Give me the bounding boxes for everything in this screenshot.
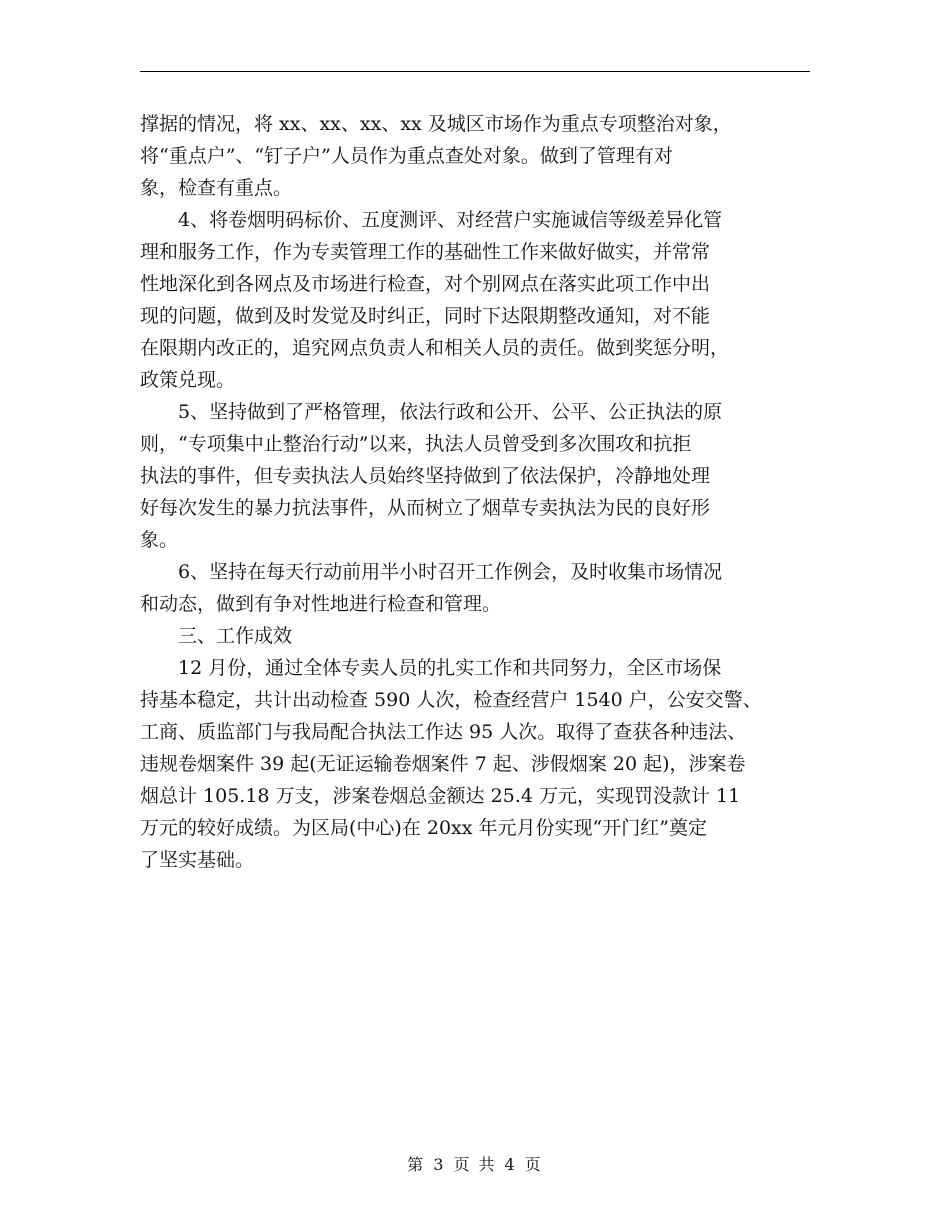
text-line: 现的问题，做到及时发觉及时纠正，同时下达限期整改通知，对不能 bbox=[140, 305, 711, 327]
footer-middle: 页 共 bbox=[453, 1155, 497, 1174]
paragraph-item-6 bbox=[140, 556, 810, 620]
footer-prefix: 第 bbox=[407, 1155, 426, 1174]
header-rule bbox=[140, 71, 810, 72]
text-line: 象，检查有重点。 bbox=[140, 177, 293, 199]
text-line: 在限期内改正的，追究网点负责人和相关人员的责任。做到奖惩分明， bbox=[140, 337, 730, 359]
paragraph-item-5 bbox=[140, 396, 810, 556]
section-heading-results bbox=[140, 620, 810, 652]
text-line: 了坚实基础。 bbox=[140, 849, 255, 871]
footer-page-number: 3 bbox=[433, 1155, 446, 1174]
text-line: 烟总计 105.18 万支，涉案卷烟总金额达 25.4 万元，实现罚没款计 11 bbox=[140, 785, 741, 807]
paragraph-continuation bbox=[140, 108, 810, 204]
page-footer bbox=[0, 1152, 950, 1175]
text-line: 违规卷烟案件 39 起(无证运输卷烟案件 7 起、涉假烟案 20 起)，涉案卷 bbox=[140, 753, 746, 775]
text-line: 性地深化到各网点及市场进行检查，对个别网点在落实此项工作中出 bbox=[140, 273, 711, 295]
text-line: 工商、质监部门与我局配合执法工作达 95 人次。取得了查获各种违法、 bbox=[140, 721, 747, 743]
text-line: 12 月份，通过全体专卖人员的扎实工作和共同努力，全区市场保 bbox=[178, 657, 722, 679]
text-line: 象。 bbox=[140, 529, 179, 551]
text-line: 好每次发生的暴力抗法事件，从而树立了烟草专卖执法为民的良好形 bbox=[140, 497, 711, 519]
footer-total-pages: 4 bbox=[504, 1155, 517, 1174]
text-line: 万元的较好成绩。为区局(中心)在 20xx 年元月份实现“开门红”奠定 bbox=[140, 817, 707, 839]
text-line: 政策兑现。 bbox=[140, 369, 236, 391]
text-line: 将“重点户”、“钉子户”人员作为重点查处对象。做到了管理有对 bbox=[140, 145, 673, 167]
text-line: 5、坚持做到了严格管理，依法行政和公开、公平、公正执法的原 bbox=[178, 401, 723, 423]
footer-suffix: 页 bbox=[524, 1155, 543, 1174]
text-line: 则，“专项集中止整治行动”以来，执法人员曾受到多次围攻和抗拒 bbox=[140, 433, 692, 455]
document-body bbox=[140, 108, 810, 876]
text-line: 撑据的情况，将 xx、xx、xx、xx 及城区市场作为重点专项整治对象， bbox=[140, 113, 732, 135]
text-line: 理和服务工作，作为专卖管理工作的基础性工作来做好做实，并常常 bbox=[140, 241, 711, 263]
paragraph-item-4 bbox=[140, 204, 810, 396]
paragraph-results bbox=[140, 652, 810, 876]
text-line: 和动态，做到有争对性地进行检查和管理。 bbox=[140, 593, 502, 615]
section-heading: 三、工作成效 bbox=[178, 625, 293, 647]
text-line: 6、坚持在每天行动前用半小时召开工作例会，及时收集市场情况 bbox=[178, 561, 723, 583]
text-line: 4、将卷烟明码标价、五度测评、对经营户实施诚信等级差异化管 bbox=[178, 209, 723, 231]
text-line: 执法的事件，但专卖执法人员始终坚持做到了依法保护，冷静地处理 bbox=[140, 465, 711, 487]
text-line: 持基本稳定，共计出动检查 590 人次，检查经营户 1540 户，公安交警、 bbox=[140, 689, 762, 711]
